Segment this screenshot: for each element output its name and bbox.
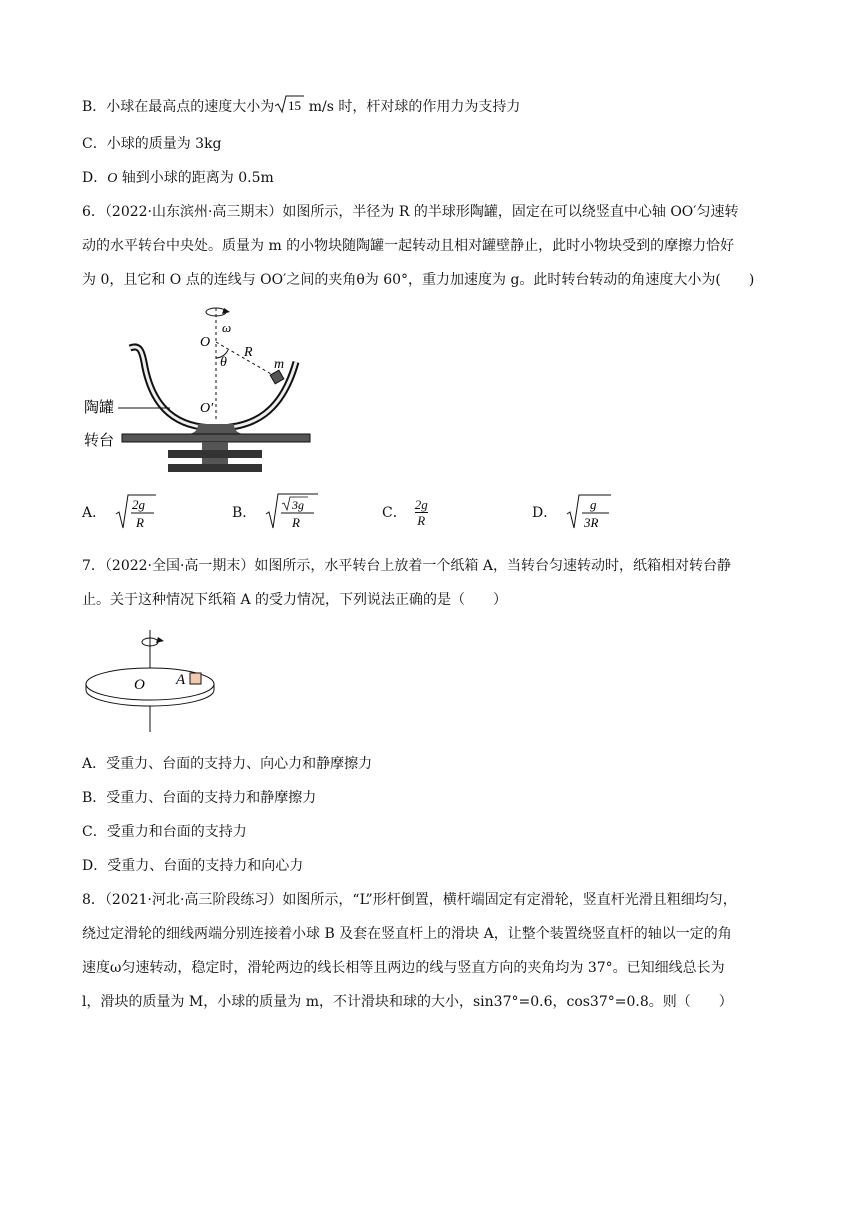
option-a-math (114, 492, 158, 532)
q6-option-d (532, 492, 615, 532)
q6-line-2: 动的水平转台中央处。质量为 m 的小物块随陶罐一起转动且相对罐壁静止，此时小物块受到的摩擦力恰好 (82, 238, 735, 254)
sqrt-15 (274, 94, 304, 120)
box-a-label: A (176, 672, 186, 688)
q6-line-3: 为 0，且它和 O 点的连线与 OO′之间的夹角θ为 60°，重力加速度为 g。此时转台转动的角速度大小为( ) (82, 272, 755, 288)
q7-option-d: D．受重力、台面的支持力和向心力 (82, 858, 304, 874)
q5-option-b-text: B．小球在最高点的速度大小为 (82, 99, 275, 115)
radius-label: R (244, 345, 253, 360)
block-m (270, 370, 284, 384)
q8-line-1: 8．（2021·河北·高三阶段练习）如图所示，“L”形杆倒置，横杆端固定有定滑轮，竖直杆光滑且粗细均匀， (82, 892, 737, 908)
svg-text:3R: 3R (584, 515, 599, 530)
mass-label: m (274, 357, 285, 372)
q7-figure (82, 628, 222, 734)
option-b-label: B． (232, 505, 257, 521)
option-d-math (565, 492, 615, 532)
point-o-label: O (134, 677, 145, 693)
svg-text:3g: 3g (292, 498, 305, 512)
q8-line-3: 速度ω匀速转动，稳定时，滑轮两边的线长相等且两边的线与竖直方向的夹角均为 37°。已知细线总长为 (82, 960, 725, 976)
q7-option-b: B．受重力、台面的支持力和静摩擦力 (82, 790, 317, 806)
box-a (190, 673, 201, 684)
q6-figure (82, 300, 322, 475)
option-a-label: A． (82, 505, 107, 521)
q6-option-a (82, 492, 158, 532)
point-o-label: O (200, 335, 211, 350)
point-oprime-label: O′ (200, 401, 214, 416)
q6-option-b (232, 492, 320, 532)
pot-label: 陶罐 (84, 400, 115, 416)
svg-text:g: g (590, 497, 597, 512)
svg-text:R: R (292, 515, 301, 530)
q5-option-d (82, 168, 274, 189)
q6-option-c (382, 492, 428, 532)
svg-text:15: 15 (288, 98, 302, 113)
q8-line-4: l，滑块的质量为 M，小球的质量为 m，不计滑块和球的大小，sin37°=0.6，cos37°=0.8。则（ ） (82, 994, 733, 1010)
q5-option-b (82, 94, 520, 120)
q7-line-2: 止。关于这种情况下纸箱 A 的受力情况，下列说法正确的是（ ） (82, 592, 508, 608)
theta-label: θ (220, 355, 227, 370)
option-b-math (264, 492, 320, 532)
q5-option-d-o: O (107, 171, 118, 186)
q5-option-b-text-2: m/s 时，杆对球的作用力为支持力 (304, 99, 521, 115)
svg-text:2g: 2g (132, 497, 146, 512)
q5-option-c: C．小球的质量为 3kg (82, 136, 222, 152)
q7-option-c: C．受重力和台面的支持力 (82, 824, 247, 840)
q6-line-1: 6．（2022·山东滨州·高三期末）如图所示，半径为 R 的半球形陶罐，固定在可以绕竖直中心轴 OO′匀速转 (82, 204, 739, 220)
turntable-plate (122, 434, 310, 442)
q8-line-2: 绕过定滑轮的细线两端分别连接着小球 B 及套在竖直杆上的滑块 A，让整个装置绕竖直杆的轴以一定的角 (82, 926, 732, 942)
q5-option-d-text: 轴到小球的距离为 0.5m (117, 170, 274, 186)
turntable-label: 转台 (84, 433, 115, 449)
option-c-fraction: $\frac{2g}{R}$ (414, 496, 428, 528)
option-d-label: D． (532, 505, 558, 521)
q7-line-1: 7．（2022·全国·高一期末）如图所示，水平转台上放着一个纸箱 A，当转台匀速转动时，纸箱相对转台静 (82, 558, 731, 574)
option-c-label: C． (382, 505, 407, 521)
q7-option-a: A．受重力、台面的支持力、向心力和静摩擦力 (82, 756, 373, 772)
svg-text:R: R (136, 515, 145, 530)
q5-option-d-label: D． (82, 170, 108, 186)
omega-label: ω (222, 320, 232, 335)
